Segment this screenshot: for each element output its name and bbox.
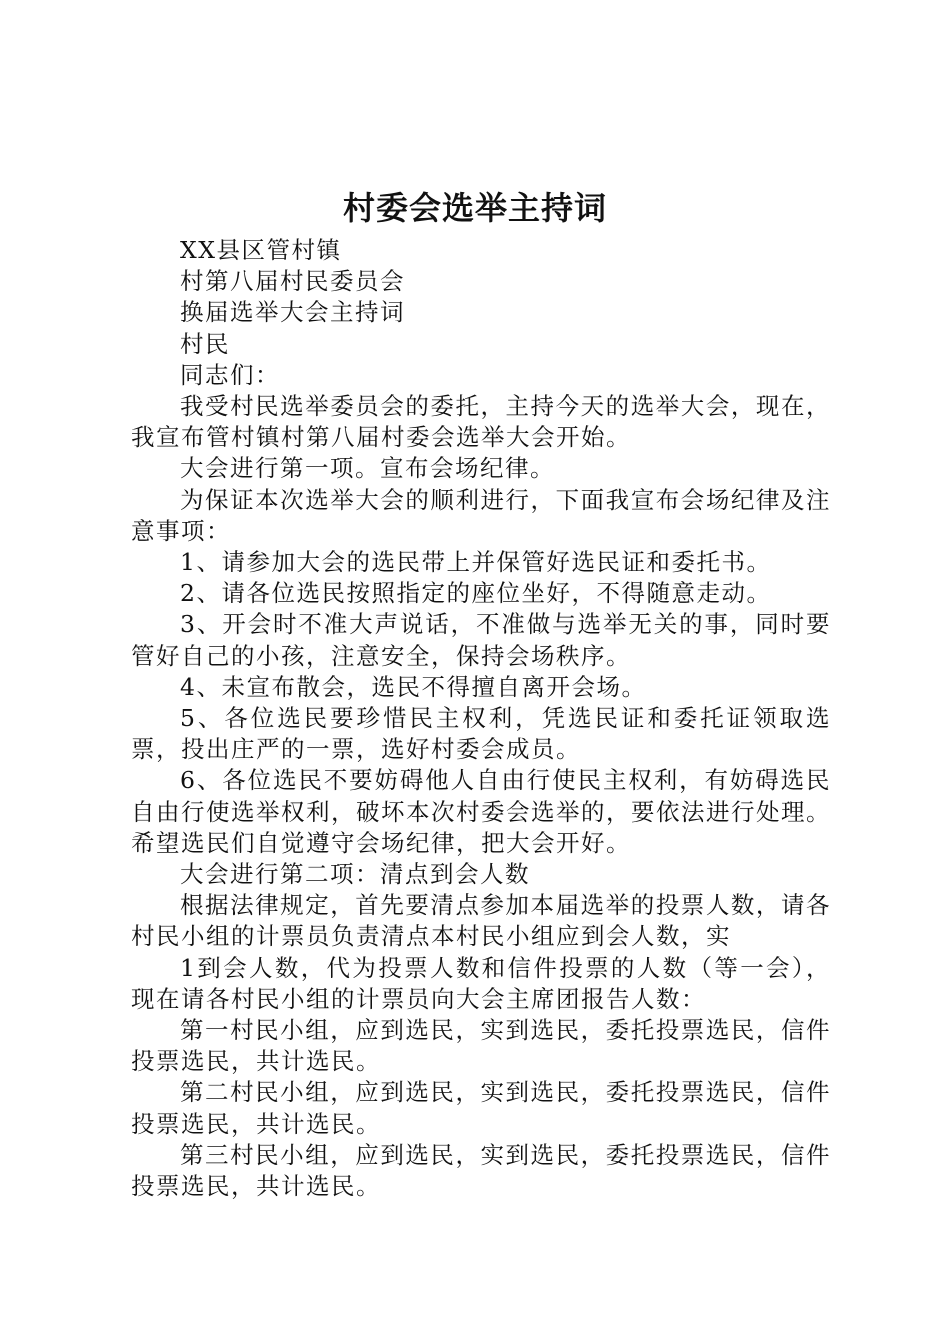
paragraph-subtitle: 换届选举大会主持词 — [180, 298, 405, 327]
paragraph-county: XX县区管村镇 — [180, 236, 342, 264]
document-title: 村委会选举主持词 — [342, 189, 607, 227]
paragraph-greeting: 同志们： — [180, 360, 280, 389]
paragraph-count-report: 1到会人数，代为投票人数和信件投票的人数（等一会），现在请各村民小组的计票员向大会主席团报告人数： — [131, 953, 831, 1013]
paragraph-rule-1: 1、请参加大会的选民带上并保管好选民证和委托书。 — [180, 548, 772, 577]
paragraph-discipline-intro: 为保证本次选举大会的顺利进行，下面我宣布会场纪律及注意事项： — [131, 485, 831, 545]
paragraph-item-two: 大会进行第二项：清点到会人数 — [180, 860, 530, 889]
paragraph-rule-4: 4、未宣布散会，选民不得擅自离开会场。 — [180, 672, 647, 701]
document-body — [131, 235, 831, 1202]
paragraph-village-committee: 村第八届村民委员会 — [180, 267, 405, 296]
paragraph-group-2: 第二村民小组，应到选民，实到选民，委托投票选民，信件投票选民，共计选民。 — [131, 1078, 831, 1138]
paragraph-count-intro: 根据法律规定，首先要清点参加本届选举的投票人数，请各村民小组的计票员负责清点本村民小组应到会人数，实 — [131, 891, 831, 951]
paragraph-group-3: 第三村民小组，应到选民，实到选民，委托投票选民，信件投票选民，共计选民。 — [131, 1140, 831, 1201]
paragraph-rule-2: 2、请各位选民按照指定的座位坐好，不得随意走动。 — [180, 579, 772, 608]
paragraph-opening: 我受村民选举委员会的委托，主持今天的选举大会，现在，我宣布管村镇村第八届村委会选举大会开始。 — [131, 392, 831, 452]
paragraph-rule-6: 6、各位选民不要妨碍他人自由行使民主权利，有妨碍选民自由行使选举权利，破坏本次村委会选举的，要依法进行处理。希望选民们自觉遵守会场纪律，把大会开好。 — [131, 766, 831, 857]
paragraph-group-1: 第一村民小组，应到选民，实到选民，委托投票选民，信件投票选民，共计选民。 — [131, 1016, 831, 1076]
paragraph-rule-5: 5、各位选民要珍惜民主权利，凭选民证和委托证领取选票，投出庄严的一票，选好村委会成员。 — [131, 704, 831, 764]
paragraph-item-one: 大会进行第一项。宣布会场纪律。 — [180, 454, 555, 483]
paragraph-rule-3: 3、开会时不准大声说话，不准做与选举无关的事，同时要管好自己的小孩，注意安全，保持会场秩序。 — [131, 610, 831, 670]
paragraph-villagers: 村民 — [180, 329, 230, 358]
